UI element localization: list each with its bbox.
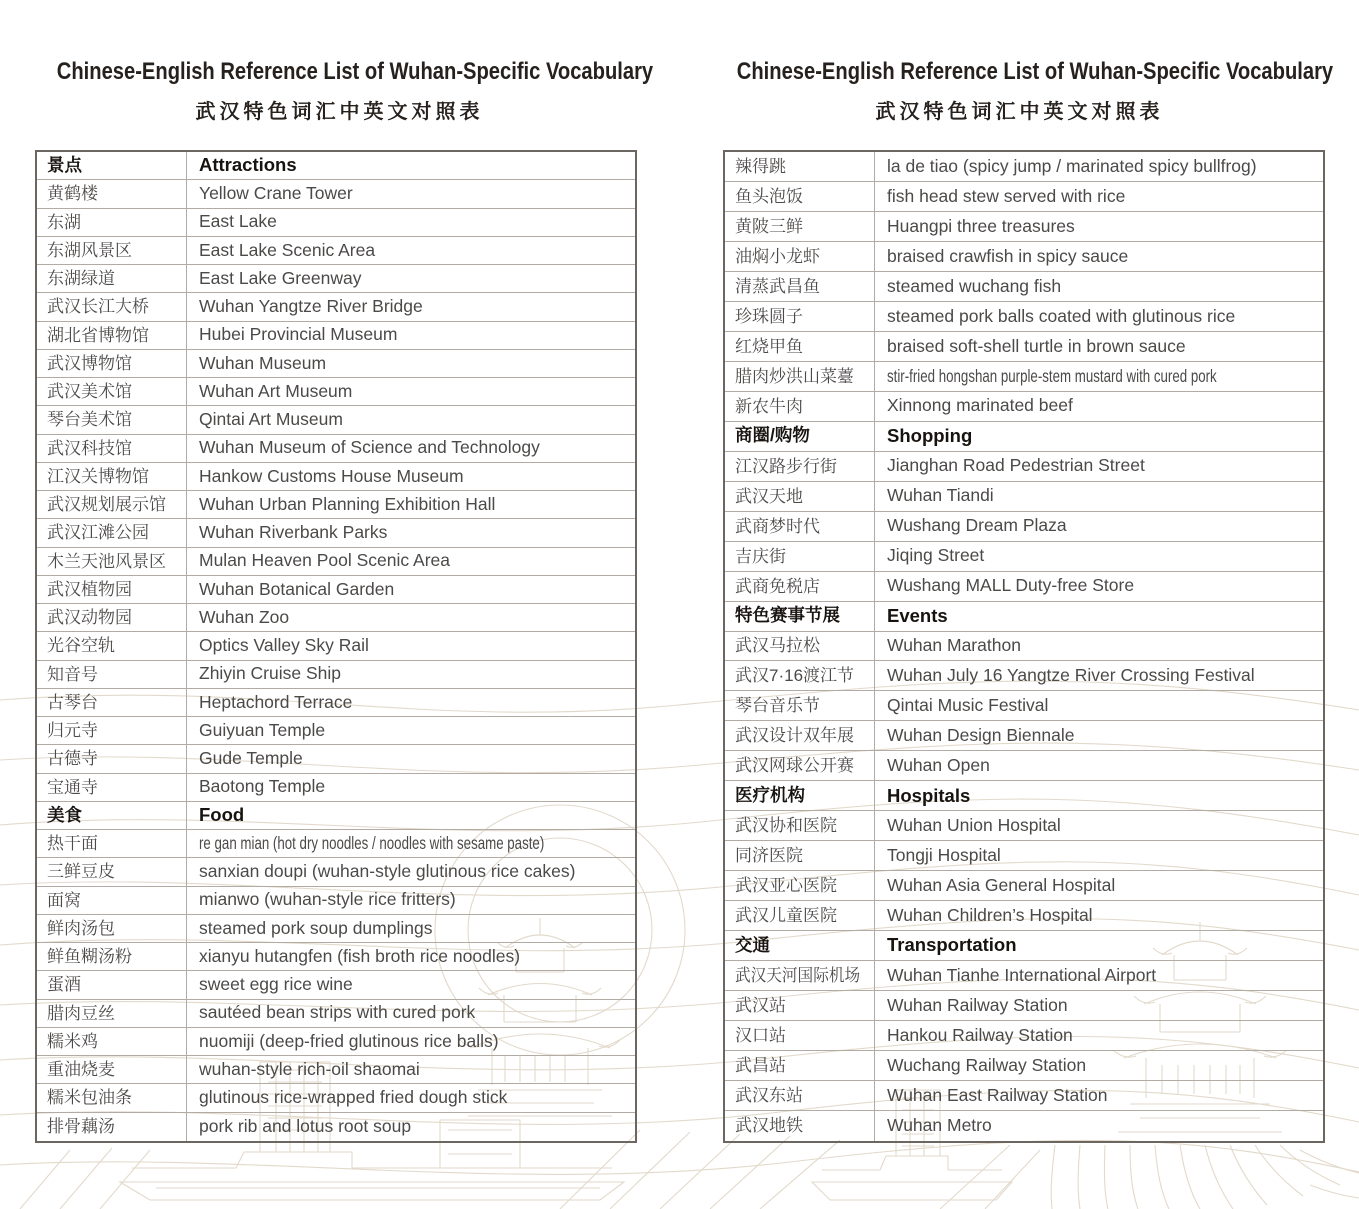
chinese-term-cell: 武汉科技馆 xyxy=(37,435,187,462)
chinese-term-cell: 特色赛事节展 xyxy=(725,602,875,631)
table-row xyxy=(725,811,1323,841)
table-row xyxy=(37,209,635,237)
english-term-cell: Baotong Temple xyxy=(199,776,326,797)
table-row xyxy=(37,463,635,491)
chinese-term-cell: 红烧甲鱼 xyxy=(725,332,875,361)
table-row xyxy=(37,1084,635,1112)
english-term-cell: Wuhan Children’s Hospital xyxy=(887,904,1093,925)
chinese-term-cell: 宝通寺 xyxy=(37,774,187,801)
table-row xyxy=(725,572,1323,602)
chinese-term-cell: 武汉植物园 xyxy=(37,576,187,603)
english-term-cell: Wuhan Botanical Garden xyxy=(199,578,395,599)
english-term-cell: Wuhan July 16 Yangtze River Crossing Festival xyxy=(887,665,1255,686)
chinese-term-cell: 武汉亚心医院 xyxy=(725,871,875,900)
chinese-term-cell: 武汉地铁 xyxy=(725,1111,875,1141)
chinese-term-cell: 东湖 xyxy=(37,209,187,236)
english-term-cell: Events xyxy=(887,604,948,626)
table-row xyxy=(37,745,635,773)
chinese-term-cell: 归元寺 xyxy=(37,717,187,744)
table-row xyxy=(37,293,635,321)
english-term-cell: mianwo (wuhan-style rice fritters) xyxy=(199,889,456,910)
english-term-cell: East Lake xyxy=(199,211,277,232)
chinese-term-cell: 热干面 xyxy=(37,830,187,857)
english-term-cell: sanxian doupi (wuhan-style glutinous rice cakes) xyxy=(199,861,576,882)
table-row xyxy=(37,971,635,999)
english-term-cell: Wuhan Art Museum xyxy=(199,380,353,401)
english-term-cell: Wuhan Railway Station xyxy=(887,994,1068,1015)
table-row xyxy=(37,943,635,971)
chinese-term-cell: 交通 xyxy=(725,931,875,960)
table-row xyxy=(37,1056,635,1084)
table-row xyxy=(37,406,635,434)
table-row xyxy=(725,1081,1323,1111)
english-term-cell: Shopping xyxy=(887,424,973,446)
chinese-term-cell: 珍珠圆子 xyxy=(725,302,875,331)
table-row xyxy=(725,302,1323,332)
table-row xyxy=(37,774,635,802)
english-term-cell: East Lake Scenic Area xyxy=(199,239,376,260)
english-term-cell: Hospitals xyxy=(887,784,971,806)
chinese-term-cell: 琴台音乐节 xyxy=(725,691,875,720)
table-row xyxy=(37,576,635,604)
section-header-row xyxy=(37,802,635,830)
chinese-term-cell: 武汉动物园 xyxy=(37,604,187,631)
table-row xyxy=(725,182,1323,212)
table-row xyxy=(725,212,1323,242)
chinese-term-cell: 琴台美术馆 xyxy=(37,406,187,433)
english-term-cell: Yellow Crane Tower xyxy=(199,183,353,204)
chinese-term-cell: 汉口站 xyxy=(725,1021,875,1050)
section-header-row xyxy=(725,781,1323,811)
table-row xyxy=(37,887,635,915)
table-row xyxy=(725,1021,1323,1051)
fan-lines xyxy=(1051,1145,1359,1209)
chinese-term-cell: 鲜鱼糊汤粉 xyxy=(37,943,187,970)
chinese-term-cell: 武汉天地 xyxy=(725,482,875,511)
chinese-term-cell: 同济医院 xyxy=(725,841,875,870)
chinese-term-cell: 吉庆街 xyxy=(725,542,875,571)
left-vocab-table xyxy=(35,150,637,1143)
english-term-cell: sautéed bean strips with cured pork xyxy=(199,1002,476,1023)
english-term-cell: Wuhan Yangtze River Bridge xyxy=(199,296,423,317)
chinese-term-cell: 三鲜豆皮 xyxy=(37,858,187,885)
english-term-cell: Wuhan Tiandi xyxy=(887,485,994,506)
chinese-term-cell: 武昌站 xyxy=(725,1051,875,1080)
table-row xyxy=(37,1000,635,1028)
english-term-cell: braised soft-shell turtle in brown sauce xyxy=(887,335,1186,356)
english-term-cell: braised crawfish in spicy sauce xyxy=(887,245,1129,266)
chinese-term-cell: 光谷空轨 xyxy=(37,632,187,659)
table-row xyxy=(37,915,635,943)
english-term-cell: Huangpi three treasures xyxy=(887,215,1075,236)
english-term-cell: stir-fried hongshan purple-stem mustard with cured pork xyxy=(887,365,1217,386)
table-row xyxy=(725,871,1323,901)
table-row xyxy=(725,841,1323,871)
chinese-term-cell: 武汉规划展示馆 xyxy=(37,491,187,518)
table-row xyxy=(725,1111,1323,1141)
chinese-term-cell: 江汉路步行街 xyxy=(725,452,875,481)
table-row xyxy=(725,751,1323,781)
table-row xyxy=(37,237,635,265)
chinese-term-cell: 武汉长江大桥 xyxy=(37,293,187,320)
english-term-cell: Wuhan Museum of Science and Technology xyxy=(199,437,540,458)
table-row xyxy=(725,542,1323,572)
table-row xyxy=(37,491,635,519)
section-header-row xyxy=(37,152,635,180)
page-title: Chinese-English Reference List of Wuhan-Specific Vocabulary xyxy=(736,58,1334,85)
english-term-cell: Wuhan Union Hospital xyxy=(887,815,1061,836)
table-row xyxy=(37,830,635,858)
chinese-term-cell: 东湖绿道 xyxy=(37,265,187,292)
chinese-term-cell: 武汉设计双年展 xyxy=(725,721,875,750)
table-row xyxy=(37,350,635,378)
english-term-cell: Wuhan East Railway Station xyxy=(887,1084,1108,1105)
table-row xyxy=(725,901,1323,931)
chinese-term-cell: 古琴台 xyxy=(37,689,187,716)
chinese-term-cell: 武汉江滩公园 xyxy=(37,519,187,546)
english-term-cell: Wuhan Museum xyxy=(199,352,327,373)
table-row xyxy=(725,452,1323,482)
table-row xyxy=(37,689,635,717)
chinese-term-cell: 美食 xyxy=(37,802,187,829)
chinese-term-cell: 武汉协和医院 xyxy=(725,811,875,840)
table-row xyxy=(725,332,1323,362)
english-term-cell: wuhan-style rich-oil shaomai xyxy=(199,1058,420,1079)
chinese-term-cell: 重油烧麦 xyxy=(37,1056,187,1083)
english-term-cell: xianyu hutangfen (fish broth rice noodles) xyxy=(199,945,521,966)
english-term-cell: Guiyuan Temple xyxy=(199,719,326,740)
english-term-cell: Wushang MALL Duty-free Store xyxy=(887,575,1135,596)
chinese-term-cell: 腊肉炒洪山菜薹 xyxy=(725,362,875,391)
chinese-term-cell: 武汉天河国际机场 xyxy=(725,961,875,990)
chinese-term-cell: 知音号 xyxy=(37,661,187,688)
table-row xyxy=(37,661,635,689)
table-row xyxy=(725,961,1323,991)
english-term-cell: steamed pork soup dumplings xyxy=(199,917,433,938)
table-row xyxy=(725,991,1323,1021)
english-term-cell: Mulan Heaven Pool Scenic Area xyxy=(199,550,450,571)
page-subtitle: 武汉特色词汇中英文对照表 xyxy=(195,101,484,123)
chinese-term-cell: 医疗机构 xyxy=(725,781,875,810)
table-row xyxy=(37,1113,635,1141)
table-row xyxy=(725,242,1323,272)
english-term-cell: Food xyxy=(199,804,245,826)
table-row xyxy=(37,322,635,350)
table-row xyxy=(37,265,635,293)
left-page-header xyxy=(0,58,679,124)
english-term-cell: Optics Valley Sky Rail xyxy=(199,635,369,656)
english-term-cell: Jianghan Road Pedestrian Street xyxy=(887,455,1145,476)
chinese-term-cell: 武汉东站 xyxy=(725,1081,875,1110)
english-term-cell: Qintai Art Museum xyxy=(199,409,343,430)
english-term-cell: Hankow Customs House Museum xyxy=(199,465,464,486)
table-row xyxy=(725,482,1323,512)
english-term-cell: Tongji Hospital xyxy=(887,845,1001,866)
section-header-row xyxy=(725,422,1323,452)
table-row xyxy=(725,632,1323,662)
table-row xyxy=(725,661,1323,691)
table-row xyxy=(37,632,635,660)
table-row xyxy=(37,378,635,406)
english-term-cell: steamed wuchang fish xyxy=(887,275,1062,296)
chinese-term-cell: 糯米包油条 xyxy=(37,1084,187,1111)
english-term-cell: Wuchang Railway Station xyxy=(887,1054,1087,1075)
chinese-term-cell: 鱼头泡饭 xyxy=(725,182,875,211)
chinese-term-cell: 景点 xyxy=(37,152,187,179)
table-row xyxy=(37,1028,635,1056)
chinese-term-cell: 武汉马拉松 xyxy=(725,632,875,661)
english-term-cell: Transportation xyxy=(887,934,1017,956)
page-title: Chinese-English Reference List of Wuhan-Specific Vocabulary xyxy=(56,58,654,85)
table-row xyxy=(37,604,635,632)
english-term-cell: sweet egg rice wine xyxy=(199,974,353,995)
english-term-cell: Hankou Railway Station xyxy=(887,1024,1073,1045)
chinese-term-cell: 新农牛肉 xyxy=(725,392,875,421)
chinese-term-cell: 鲜肉汤包 xyxy=(37,915,187,942)
english-term-cell: fish head stew served with rice xyxy=(887,185,1126,206)
english-term-cell: Wuhan Asia General Hospital xyxy=(887,874,1116,895)
english-term-cell: Attractions xyxy=(199,154,297,176)
english-term-cell: Gude Temple xyxy=(199,748,303,769)
english-term-cell: Jiqing Street xyxy=(887,545,985,566)
table-row xyxy=(725,362,1323,392)
english-term-cell: Wuhan Tianhe International Airport xyxy=(887,964,1157,985)
page-subtitle: 武汉特色词汇中英文对照表 xyxy=(875,101,1164,123)
section-header-row xyxy=(725,931,1323,961)
section-header-row xyxy=(725,602,1323,632)
english-term-cell: re gan mian (hot dry noodles / noodles with sesame paste) xyxy=(199,832,545,853)
table-row xyxy=(37,519,635,547)
chinese-term-cell: 油焖小龙虾 xyxy=(725,242,875,271)
table-row xyxy=(725,721,1323,751)
chinese-term-cell: 黄陂三鲜 xyxy=(725,212,875,241)
chinese-term-cell: 排骨藕汤 xyxy=(37,1113,187,1141)
chinese-term-cell: 木兰天池风景区 xyxy=(37,548,187,575)
chinese-term-cell: 腊肉豆丝 xyxy=(37,1000,187,1027)
english-term-cell: Xinnong marinated beef xyxy=(887,395,1073,416)
chinese-term-cell: 武商免税店 xyxy=(725,572,875,601)
table-row xyxy=(37,858,635,886)
english-term-cell: Wuhan Metro xyxy=(887,1115,992,1136)
table-row xyxy=(725,691,1323,721)
english-term-cell: nuomiji (deep-fried glutinous rice balls) xyxy=(199,1030,499,1051)
table-row xyxy=(37,717,635,745)
table-row xyxy=(37,548,635,576)
chinese-term-cell: 武汉博物馆 xyxy=(37,350,187,377)
english-term-cell: Wuhan Urban Planning Exhibition Hall xyxy=(199,493,496,514)
right-page-header xyxy=(680,58,1359,124)
right-vocab-table xyxy=(723,150,1325,1143)
chinese-term-cell: 黄鹤楼 xyxy=(37,180,187,207)
chinese-term-cell: 东湖风景区 xyxy=(37,237,187,264)
chinese-term-cell: 商圈/购物 xyxy=(725,422,875,451)
english-term-cell: Hubei Provincial Museum xyxy=(199,324,398,345)
english-term-cell: Wuhan Zoo xyxy=(199,606,290,627)
table-row xyxy=(725,512,1323,542)
english-term-cell: glutinous rice-wrapped fried dough stick xyxy=(199,1087,508,1108)
table-row xyxy=(37,180,635,208)
chinese-term-cell: 面窝 xyxy=(37,887,187,914)
english-term-cell: Wuhan Design Biennale xyxy=(887,725,1075,746)
chinese-term-cell: 武汉儿童医院 xyxy=(725,901,875,930)
chinese-term-cell: 武汉美术馆 xyxy=(37,378,187,405)
table-row xyxy=(725,392,1323,422)
english-term-cell: Zhiyin Cruise Ship xyxy=(199,663,341,684)
table-row xyxy=(37,435,635,463)
english-term-cell: Wuhan Marathon xyxy=(887,635,1021,656)
english-term-cell: Wuhan Riverbank Parks xyxy=(199,522,388,543)
chinese-term-cell: 武汉网球公开赛 xyxy=(725,751,875,780)
table-row xyxy=(725,272,1323,302)
chinese-term-cell: 武商梦时代 xyxy=(725,512,875,541)
english-term-cell: Qintai Music Festival xyxy=(887,695,1049,716)
english-term-cell: pork rib and lotus root soup xyxy=(199,1115,412,1136)
english-term-cell: steamed pork balls coated with glutinous rice xyxy=(887,305,1236,326)
chinese-term-cell: 蛋酒 xyxy=(37,971,187,998)
english-term-cell: la de tiao (spicy jump / marinated spicy bullfrog) xyxy=(887,155,1257,176)
table-row xyxy=(725,1051,1323,1081)
chinese-term-cell: 武汉站 xyxy=(725,991,875,1020)
english-term-cell: Wuhan Open xyxy=(887,755,990,776)
chinese-term-cell: 古德寺 xyxy=(37,745,187,772)
table-row xyxy=(725,152,1323,182)
chinese-term-cell: 辣得跳 xyxy=(725,152,875,181)
english-term-cell: East Lake Greenway xyxy=(199,267,362,288)
english-term-cell: Wushang Dream Plaza xyxy=(887,515,1067,536)
chinese-term-cell: 湖北省博物馆 xyxy=(37,322,187,349)
chinese-term-cell: 江汉关博物馆 xyxy=(37,463,187,490)
english-term-cell: Heptachord Terrace xyxy=(199,691,353,712)
chinese-term-cell: 糯米鸡 xyxy=(37,1028,187,1055)
chinese-term-cell: 武汉7·16渡江节 xyxy=(725,661,875,690)
chinese-term-cell: 清蒸武昌鱼 xyxy=(725,272,875,301)
